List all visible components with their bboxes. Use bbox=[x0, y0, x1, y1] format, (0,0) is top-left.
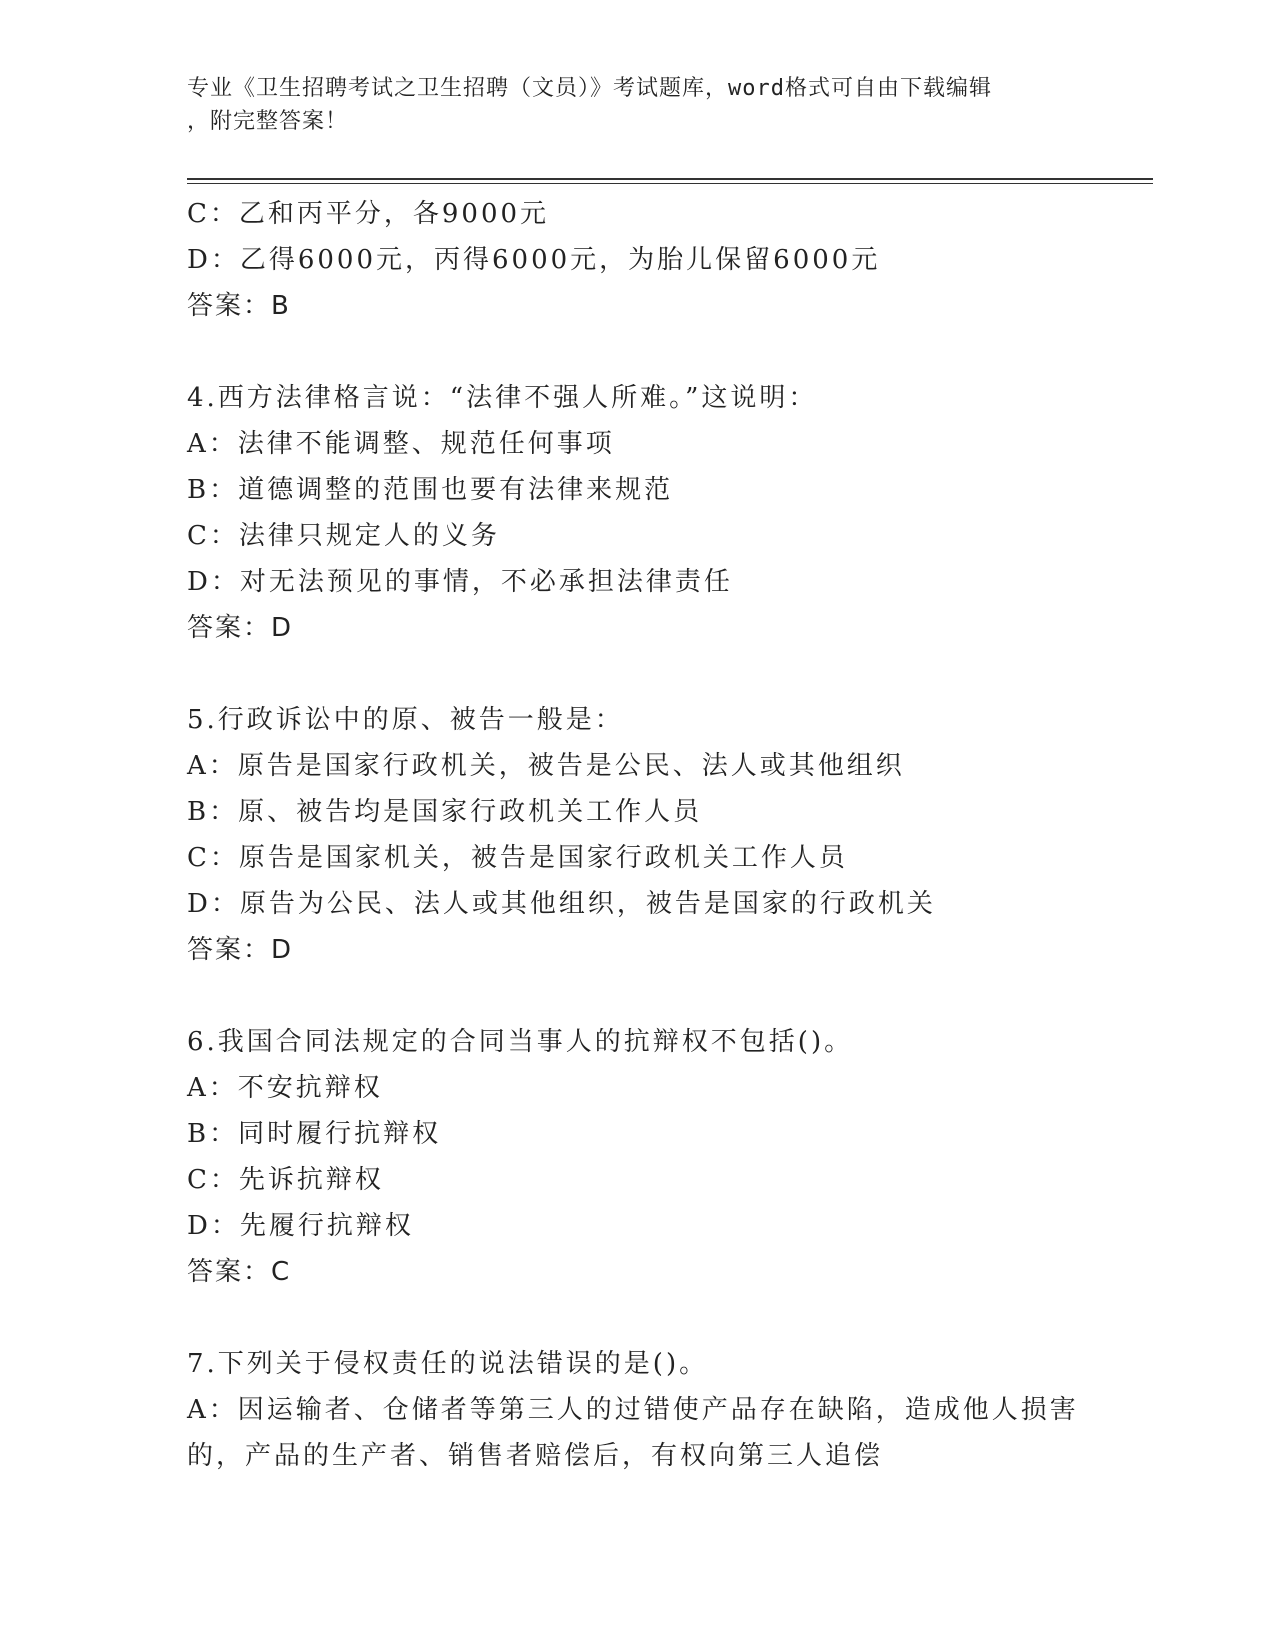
option-d: D：先履行抗辩权 bbox=[187, 1211, 414, 1241]
question-6 bbox=[187, 1019, 1087, 1295]
question-4 bbox=[187, 375, 1087, 651]
document-header bbox=[187, 72, 1087, 138]
answer: 答案：D bbox=[187, 935, 294, 965]
question-5 bbox=[187, 697, 1087, 973]
question-3 bbox=[187, 191, 1087, 329]
option-b: B：同时履行抗辩权 bbox=[187, 1119, 442, 1149]
option-c: C：原告是国家机关，被告是国家行政机关工作人员 bbox=[187, 843, 848, 873]
option-a: A：原告是国家行政机关，被告是公民、法人或其他组织 bbox=[187, 751, 905, 781]
option-b: B：原、被告均是国家行政机关工作人员 bbox=[187, 797, 703, 827]
answer: 答案：C bbox=[187, 1257, 292, 1287]
question-stem: 4.西方法律格言说：“法律不强人所难。”这说明： bbox=[187, 383, 818, 413]
question-stem: 5.行政诉讼中的原、被告一般是： bbox=[187, 705, 624, 735]
option-d: D：对无法预见的事情，不必承担法律责任 bbox=[187, 567, 733, 597]
question-stem: 7.下列关于侵权责任的说法错误的是()。 bbox=[187, 1349, 709, 1379]
option-d: D：乙得6000元，丙得6000元，为胎儿保留6000元 bbox=[187, 245, 881, 275]
option-c: C：乙和丙平分，各9000元 bbox=[187, 199, 550, 229]
option-a: A：因运输者、仓储者等第三人的过错使产品存在缺陷，造成他人损害 bbox=[187, 1395, 1079, 1425]
header-rule-thin bbox=[187, 183, 1153, 184]
option-a-continued: 的，产品的生产者、销售者赔偿后，有权向第三人追偿 bbox=[187, 1441, 884, 1471]
option-a: A：法律不能调整、规范任何事项 bbox=[187, 429, 615, 459]
option-b: B：道德调整的范围也要有法律来规范 bbox=[187, 475, 674, 505]
option-c: C：法律只规定人的义务 bbox=[187, 521, 500, 551]
spacer bbox=[187, 1295, 1087, 1341]
question-list bbox=[187, 191, 1087, 1479]
option-a: A：不安抗辩权 bbox=[187, 1073, 383, 1103]
spacer bbox=[187, 651, 1087, 697]
question-7 bbox=[187, 1341, 1087, 1479]
question-stem: 6.我国合同法规定的合同当事人的抗辩权不包括()。 bbox=[187, 1027, 854, 1057]
spacer bbox=[187, 329, 1087, 375]
spacer bbox=[187, 973, 1087, 1019]
answer: 答案：B bbox=[187, 291, 291, 321]
option-c: C：先诉抗辩权 bbox=[187, 1165, 384, 1195]
header-rule-thick bbox=[187, 178, 1153, 180]
header-line-1: 专业《卫生招聘考试之卫生招聘（文员）》考试题库，word格式可自由下载编辑 bbox=[187, 76, 992, 101]
header-line-2: ，附完整答案！ bbox=[187, 109, 349, 134]
option-d: D：原告为公民、法人或其他组织，被告是国家的行政机关 bbox=[187, 889, 936, 919]
answer: 答案：D bbox=[187, 613, 294, 643]
